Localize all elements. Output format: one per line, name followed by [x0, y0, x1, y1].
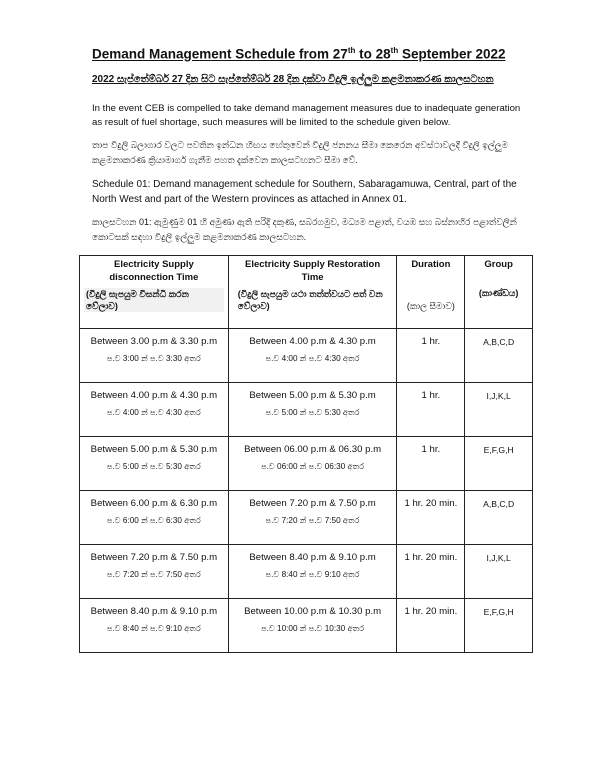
group: I,J,K,L: [486, 553, 511, 563]
disconnection-time: Between 6.00 p.m & 6.30 p.m: [90, 498, 218, 509]
schedule-paragraph-english: Schedule 01: Demand management schedule for Southern, Sabaragamuwa, Central, part of the North West and part of the Western provinces as attached in Annex 01.: [92, 179, 517, 205]
header-disconnection-en: Electricity Supply disconnection Time: [109, 259, 199, 283]
title-suffix: September 2022: [398, 46, 506, 62]
table-row: [80, 545, 533, 599]
header-group-si: (කාණ්ඩය): [478, 288, 519, 298]
schedule-table: [79, 255, 533, 653]
disconnection-time: Between 7.20 p.m & 7.50 p.m: [90, 552, 218, 563]
restoration-time: Between 5.00 p.m & 5.30 p.m: [249, 390, 376, 401]
header-restoration-en: Electricity Supply Restoration Time: [245, 259, 381, 283]
title-sup-2: th: [390, 46, 399, 55]
disconnection-time-si: ප.ව 6:00 න් ප.ව 6:30 අතර: [106, 516, 201, 525]
header-disconnection-si: (විදුලි සැපයුම විසන්ධි කරන වේලාව): [84, 288, 224, 312]
restoration-time: Between 8.40 p.m & 9.10 p.m: [249, 552, 376, 563]
disconnection-time: Between 8.40 p.m & 9.10 p.m: [90, 606, 218, 617]
disconnection-time-si: ප.ව 3:00 න් ප.ව 3:30 අතර: [106, 354, 201, 363]
restoration-time-si: ප.ව 7:20 න් ප.ව 7:50 අතර: [265, 516, 360, 525]
restoration-time: Between 10.00 p.m & 10.30 p.m: [244, 606, 382, 617]
intro-paragraph-sinhala: තාප විදුලි බලාගාර වලට පවතින ඉන්ධන හිඟය හේතුවෙන් විදුලි ජනනය සීමා කෙරෙන අවස්ථාවලදී විදුලි ඉල්ලුම කළමනාකරණ ක්‍රියාමාර්ග ගැනීම පහත දැක්වෙන කාලසටහනට සීමා වේ.: [92, 140, 509, 165]
intro-paragraph-english: In the event CEB is compelled to take demand management measures due to inadequate generation as result of fuel shortage, such measures will be limited to the schedule given below.: [92, 103, 521, 128]
table-header-row: [80, 256, 533, 329]
restoration-time-si: ප.ව 06:00 න් ප.ව 06:30 අතර: [261, 462, 365, 471]
header-disconnection: [80, 256, 229, 329]
document-subtitle-sinhala: 2022 සැප්තේම්බර් 27 දින සිට සැප්තේම්බර් 28 දින දක්වා විදුලි ඉල්ලුම කළමනාකරණ කාලසටහන: [92, 74, 494, 85]
table-row: [80, 491, 533, 545]
restoration-time-si: ප.ව 5:00 න් ප.ව 5:30 අතර: [265, 408, 360, 417]
duration: 1 hr. 20 min.: [404, 552, 458, 563]
disconnection-time-si: ප.ව 7:20 න් ප.ව 7:50 අතර: [106, 570, 201, 579]
group: E,F,G,H: [483, 607, 514, 617]
header-restoration: [228, 256, 397, 329]
group: A,B,C,D: [483, 337, 515, 347]
disconnection-time: Between 4.00 p.m & 4.30 p.m: [90, 390, 218, 401]
header-restoration-si: (විදුලි සැපයුම යථා තත්ත්වයට පත් වන වේලාව): [237, 289, 383, 311]
schedule-paragraph-sinhala: කාලසටහන 01: ඇමුණුම 01 හි අමුණා ඇති පරිදි දකුණ, සබරගමුව, මධ්‍යම පළාත්, වයඹ සහ බස්නාහිර පළාත්වලින් කොටසක් සඳහා විදුලි ඉල්ලුම කළමනාකරණ කාලසටහන.: [92, 217, 517, 242]
header-duration: [397, 256, 465, 329]
table-row: [80, 599, 533, 653]
duration: 1 hr. 20 min.: [404, 606, 458, 617]
restoration-time: Between 7.20 p.m & 7.50 p.m: [249, 498, 376, 509]
disconnection-time-si: ප.ව 4:00 න් ප.ව 4:30 අතර: [106, 408, 201, 417]
title-middle: to 28: [355, 46, 391, 62]
duration: 1 hr.: [421, 336, 441, 347]
table-row: [80, 437, 533, 491]
restoration-time: Between 06.00 p.m & 06.30 p.m: [244, 444, 382, 455]
title-prefix: Demand Management Schedule from 27: [92, 46, 348, 62]
disconnection-time: Between 5.00 p.m & 5.30 p.m: [90, 444, 218, 455]
header-duration-en: Duration: [411, 259, 451, 270]
restoration-time: Between 4.00 p.m & 4.30 p.m: [249, 336, 376, 347]
duration: 1 hr. 20 min.: [404, 498, 458, 509]
restoration-time-si: ප.ව 10:00 න් ප.ව 10:30 අතර: [261, 624, 365, 633]
group: E,F,G,H: [483, 445, 514, 455]
disconnection-time: Between 3.00 p.m & 3.30 p.m: [90, 336, 218, 347]
disconnection-time-si: ප.ව 8:40 න් ප.ව 9:10 අතර: [106, 624, 201, 633]
duration: 1 hr.: [421, 444, 441, 455]
disconnection-time-si: ප.ව 5:00 න් ප.ව 5:30 අතර: [106, 462, 201, 471]
table-row: [80, 383, 533, 437]
table-row: [80, 329, 533, 383]
header-group-en: Group: [484, 259, 513, 270]
document-title: [92, 46, 506, 62]
duration: 1 hr.: [421, 390, 441, 401]
header-duration-si: (කාල සීමාව): [406, 301, 455, 311]
group: I,J,K,L: [486, 391, 511, 401]
title-sup-1: th: [347, 46, 356, 55]
group: A,B,C,D: [483, 499, 515, 509]
restoration-time-si: ප.ව 4:00 න් ප.ව 4:30 අතර: [265, 354, 360, 363]
header-group: [465, 256, 533, 329]
restoration-time-si: ප.ව 8:40 න් ප.ව 9:10 අතර: [265, 570, 360, 579]
